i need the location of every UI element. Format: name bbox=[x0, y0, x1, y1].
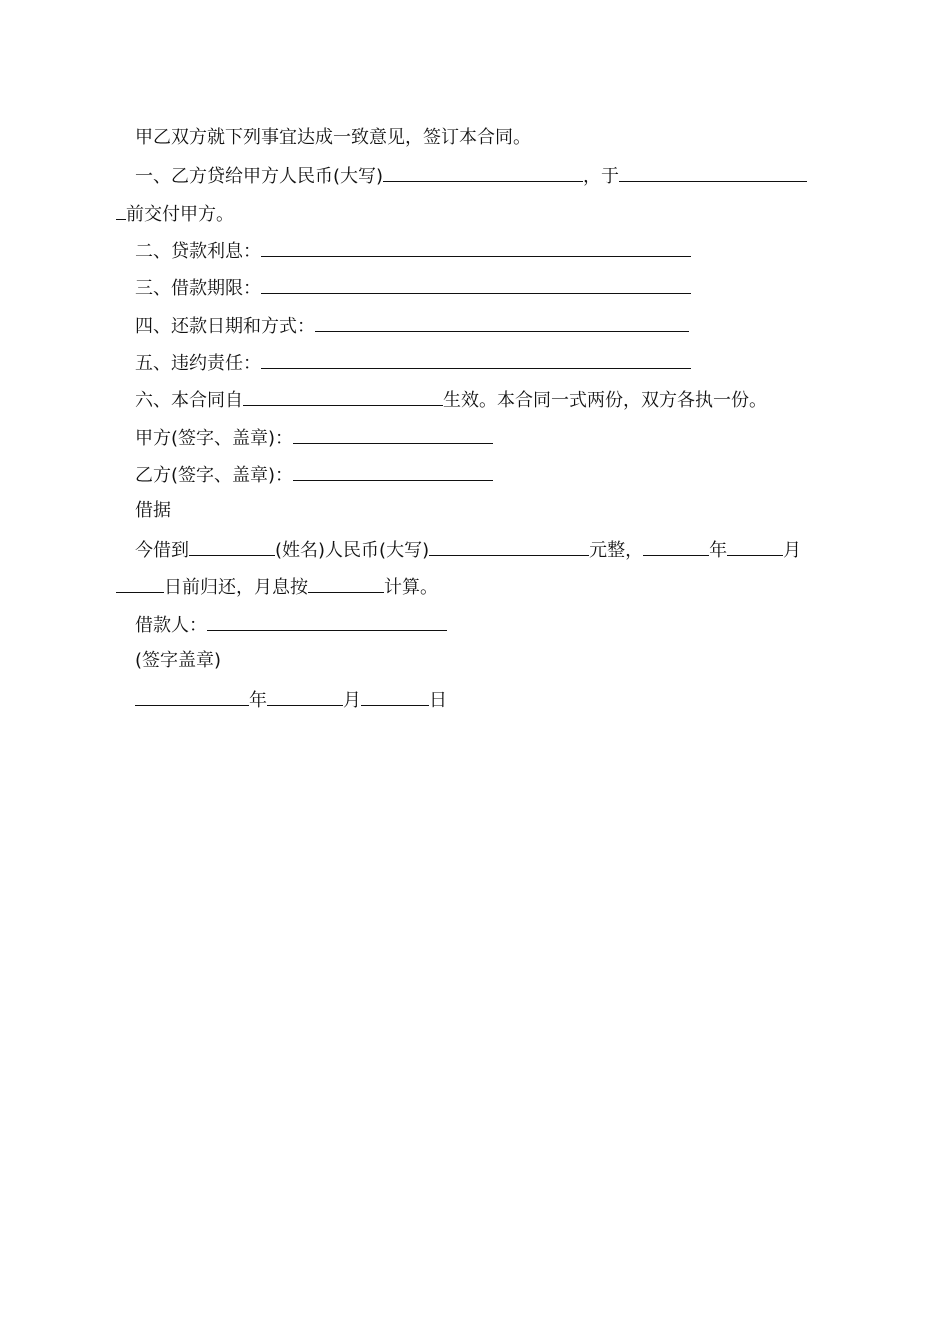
clause-3-line bbox=[135, 274, 691, 300]
date-day-label: 日 bbox=[429, 690, 447, 711]
borrower-line bbox=[135, 611, 447, 637]
clause-6-line bbox=[135, 386, 767, 412]
date-month-label: 月 bbox=[343, 690, 361, 711]
blank-lender-name[interactable] bbox=[189, 536, 275, 556]
receipt-title: 借据 bbox=[135, 500, 171, 521]
clause-5-line bbox=[135, 349, 691, 375]
receipt-title-line bbox=[135, 498, 171, 524]
clause-1-continuation bbox=[116, 200, 234, 226]
blank-effective-date[interactable] bbox=[243, 386, 443, 406]
clause-1-line bbox=[135, 162, 807, 188]
blank-liability[interactable] bbox=[261, 349, 691, 369]
clause-1-text-c: 前交付甲方。 bbox=[126, 204, 234, 225]
clause-6-text-a: 六、本合同自 bbox=[135, 390, 243, 411]
blank-interest[interactable] bbox=[261, 237, 691, 257]
stamp-line bbox=[135, 648, 221, 674]
receipt-text-c: 元整， bbox=[589, 540, 644, 561]
blank-monthly-interest[interactable] bbox=[308, 573, 384, 593]
blank-return-month[interactable] bbox=[727, 536, 783, 556]
clause-2-text: 二、贷款利息： bbox=[135, 241, 261, 262]
date-year-label: 年 bbox=[249, 690, 267, 711]
clause-1-text-b: ，于 bbox=[583, 166, 620, 187]
intro-text: 甲乙双方就下列事宜达成一致意见，签订本合同。 bbox=[135, 127, 531, 148]
receipt-line-2 bbox=[116, 573, 438, 599]
blank-repayment[interactable] bbox=[315, 312, 689, 332]
blank-return-year[interactable] bbox=[643, 536, 709, 556]
receipt-date-line bbox=[135, 686, 447, 712]
receipt-text-d: 日前归还，月息按 bbox=[164, 577, 308, 598]
blank-delivery-date-cont[interactable] bbox=[116, 200, 126, 220]
clause-4-text: 四、还款日期和方式： bbox=[135, 316, 315, 337]
clause-1-text-a: 一、乙方贷给甲方人民币(大写) bbox=[135, 166, 384, 187]
blank-borrower-signature[interactable] bbox=[207, 611, 447, 631]
blank-date-year[interactable] bbox=[135, 686, 249, 706]
receipt-line-1 bbox=[135, 536, 801, 562]
blank-loan-amount[interactable] bbox=[383, 162, 583, 182]
clause-2-line bbox=[135, 237, 691, 263]
stamp-label: (签字盖章) bbox=[135, 650, 222, 671]
blank-party-b-signature[interactable] bbox=[293, 461, 493, 481]
party-a-signature-line bbox=[135, 424, 493, 450]
blank-party-a-signature[interactable] bbox=[293, 424, 493, 444]
receipt-year-label: 年 bbox=[709, 540, 728, 561]
clause-6-text-b: 生效。本合同一式两份，双方各执一份。 bbox=[443, 390, 767, 411]
receipt-month-label: 月 bbox=[783, 540, 802, 561]
clause-4-line bbox=[135, 312, 689, 338]
party-b-signature-line bbox=[135, 461, 493, 487]
party-a-label: 甲方(签字、盖章)： bbox=[135, 428, 294, 449]
blank-receipt-amount[interactable] bbox=[429, 536, 589, 556]
blank-return-day[interactable] bbox=[116, 573, 164, 593]
blank-date-month[interactable] bbox=[267, 686, 343, 706]
receipt-text-a: 今借到 bbox=[135, 540, 189, 561]
borrower-label: 借款人： bbox=[135, 615, 207, 636]
blank-term[interactable] bbox=[261, 274, 691, 294]
clause-3-text: 三、借款期限： bbox=[135, 278, 261, 299]
intro-line bbox=[135, 125, 531, 151]
receipt-text-b: (姓名)人民币(大写) bbox=[275, 540, 430, 561]
blank-delivery-date[interactable] bbox=[619, 162, 807, 182]
party-b-label: 乙方(签字、盖章)： bbox=[135, 465, 294, 486]
blank-date-day[interactable] bbox=[361, 686, 429, 706]
receipt-text-e: 计算。 bbox=[384, 577, 438, 598]
clause-5-text: 五、违约责任： bbox=[135, 353, 261, 374]
